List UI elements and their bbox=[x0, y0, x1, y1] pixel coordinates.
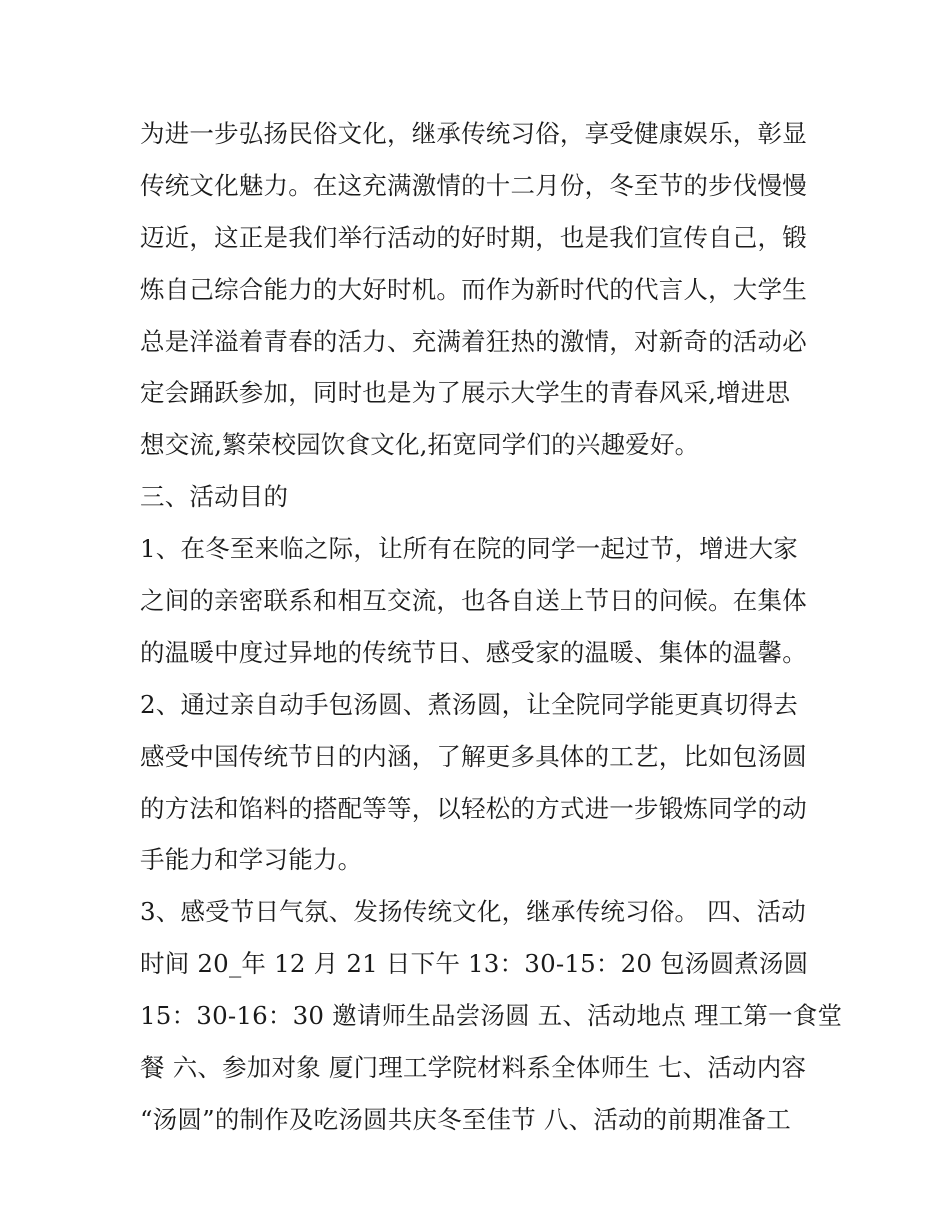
list-item-line: 手能力和学习能力。 bbox=[140, 845, 363, 875]
document-body bbox=[140, 108, 843, 1146]
list-item-line: 的方法和馅料的搭配等等，以轻松的方式进一步锻炼同学的动 bbox=[140, 793, 807, 823]
paragraph-line: 时间 20_年 12 月 21 日下午 13：30-15：20 包汤圆煮汤圆 bbox=[140, 949, 809, 979]
paragraph-line: 定会踊跃参加，同时也是为了展示大学生的青春风采,增进思 bbox=[140, 378, 791, 408]
paragraph-line: 总是洋溢着青春的活力、充满着狂热的激情，对新奇的活动必 bbox=[140, 326, 807, 356]
paragraph-line: 炼自己综合能力的大好时机。而作为新时代的代言人，大学生 bbox=[140, 274, 807, 304]
paragraph-line: “汤圆”的制作及吃汤圆共庆冬至佳节 八、活动的前期准备工 bbox=[140, 1104, 791, 1134]
paragraph-line: 餐 六、参加对象 厦门理工学院材料系全体师生 七、活动内容 bbox=[140, 1053, 807, 1083]
list-item-line: 3、感受节日气氛、发扬传统文化，继承传统习俗。 四、活动 bbox=[140, 897, 806, 927]
list-item-line: 之间的亲密联系和相互交流，也各自送上节日的问候。在集体 bbox=[140, 586, 807, 616]
list-item-line: 1、在冬至来临之际，让所有在院的同学一起过节，增进大家 bbox=[140, 534, 798, 564]
paragraph-line: 为进一步弘扬民俗文化，继承传统习俗，享受健康娱乐，彰显 bbox=[140, 119, 807, 148]
paragraph-line: 想交流,繁荣校园饮食文化,拓宽同学们的兴趣爱好。 bbox=[140, 430, 700, 460]
list-item-line: 2、通过亲自动手包汤圆、煮汤圆，让全院同学能更真切得去 bbox=[140, 689, 798, 719]
list-item-line: 的温暖中度过异地的传统节日、感受家的温暖、集体的温馨。 bbox=[140, 637, 807, 667]
section-heading: 三、活动目的 bbox=[140, 482, 289, 512]
paragraph-line: 15：30-16：30 邀请师生品尝汤圆 五、活动地点 理工第一食堂 bbox=[140, 1001, 843, 1031]
paragraph-line: 传统文化魅力。在这充满激情的十二月份，冬至节的步伐慢慢 bbox=[140, 170, 807, 200]
list-item-line: 感受中国传统节日的内涵，了解更多具体的工艺，比如包汤圆 bbox=[140, 741, 807, 771]
paragraph-line: 迈近，这正是我们举行活动的好时期，也是我们宣传自己，锻 bbox=[140, 222, 807, 252]
